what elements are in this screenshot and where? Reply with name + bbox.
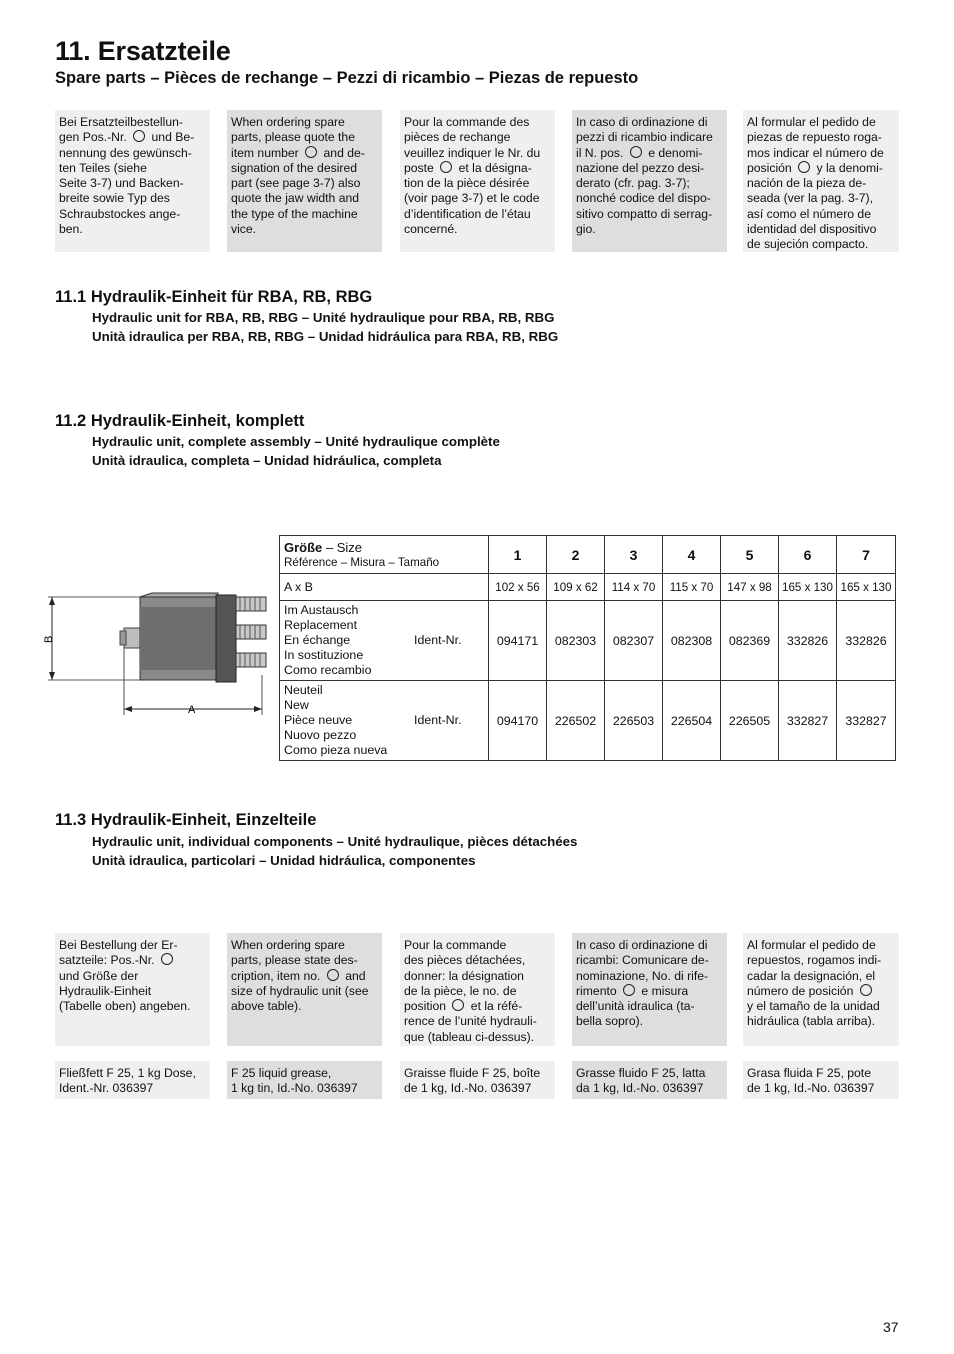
section-3-heading [55, 811, 316, 830]
new-ident-cell: 226502 [547, 681, 605, 761]
table-row-new [280, 681, 896, 761]
position-circle-icon [798, 161, 810, 173]
intro-text-en-a: When ordering spare parts, please quote the item number [231, 115, 355, 160]
exchange-ident-label: Ident-Nr. [414, 633, 462, 647]
page-number: 37 [883, 1319, 899, 1335]
intro-text-it-b: e denomi- nazione del pezzo desi- derato (cfr. pag. 3-7); nonché codice del dispo- sitivo compatto di serrag- gio. [576, 145, 713, 237]
position-circle-icon [623, 984, 635, 996]
size-cell: 1 [489, 536, 547, 574]
section-1-title: Hydraulik-Einheit für RBA, RB, RBG [90, 288, 373, 306]
axb-cell: 165 x 130 [837, 574, 896, 601]
section-1-number: 11.1 [55, 288, 87, 306]
intro-box-it [572, 110, 727, 252]
position-circle-icon [860, 984, 872, 996]
dimension-a-label: A [188, 704, 196, 716]
exchange-ident-cell: 082307 [605, 601, 663, 681]
position-circle-icon [327, 969, 339, 981]
page-title: 11. Ersatzteile [55, 36, 231, 66]
exchange-ident-cell: 332826 [837, 601, 896, 681]
order-text-de-a: Bei Bestellung der Er- satzteile: Pos.-Nr. [59, 938, 178, 968]
new-ident-cell: 332827 [779, 681, 837, 761]
section-1-heading [55, 288, 372, 307]
order-box-de [55, 933, 210, 1046]
axb-cell: 102 x 56 [489, 574, 547, 601]
section-2-subtitle-1: Hydraulic unit, complete assembly – Unité hydraulique complète [92, 434, 500, 449]
section-2-number: 11.2 [55, 412, 87, 430]
new-line: Nuovo pezzo [284, 728, 357, 742]
position-circle-icon [630, 146, 642, 158]
order-text-fr-a: Pour la commande des pièces détachées, donner: la désignation de la pièce, le no. de position [404, 938, 526, 1014]
order-text-fr-b: et la réfé- rence de l’unité hydrauli- que (tableau ci-dessus). [404, 999, 537, 1044]
new-ident-cell: 332827 [837, 681, 896, 761]
size-cell: 4 [663, 536, 721, 574]
new-line: Como pieza nueva [284, 743, 388, 757]
grease-box-en: F 25 liquid grease, 1 kg tin, Id.-No. 036397 [227, 1061, 382, 1099]
position-circle-icon [161, 953, 173, 965]
axb-cell: 147 x 98 [721, 574, 779, 601]
exchange-ident-cell: 082369 [721, 601, 779, 681]
section-2-subtitle-2: Unità idraulica, completa – Unidad hidráulica, completa [92, 453, 442, 468]
exchange-ident-cell: 332826 [779, 601, 837, 681]
order-text-it-a: In caso di ordinazione di ricambi: Comunicare de- nominazione, No. di rife- rimento [576, 938, 709, 998]
axb-cell: 165 x 130 [779, 574, 837, 601]
section-3-subtitle-2: Unità idraulica, particolari – Unidad hidráulica, componentes [92, 853, 476, 868]
intro-text-es-a: Al formular el pedido de piezas de repuesto roga- mos indicar el número de posición [747, 115, 884, 175]
intro-box-es [743, 110, 899, 252]
exchange-line-text: En échange [284, 633, 351, 647]
grease-box-fr: Graisse fluide F 25, boîte de 1 kg, Id.-No. 036397 [400, 1061, 555, 1099]
order-text-es-b: y el tamaño de la unidad hidráulica (tabla arriba). [747, 999, 880, 1029]
intro-text-it-a: In caso di ordinazione di pezzi di ricambio indicare il N. pos. [576, 115, 713, 160]
position-circle-icon [452, 999, 464, 1011]
size-label-line2: Référence – Misura – Tamaño [284, 555, 440, 569]
new-ident-cell: 226504 [663, 681, 721, 761]
position-circle-icon [440, 161, 452, 173]
exchange-ident-cell: 082308 [663, 601, 721, 681]
section-3-subtitle-1: Hydraulic unit, individual components – Unité hydraulique, pièces détachées [92, 834, 578, 849]
hydraulic-unit-table [279, 535, 896, 761]
size-cell: 7 [837, 536, 896, 574]
axb-cell: 114 x 70 [605, 574, 663, 601]
intro-text-de-b: und Be- nennung des gewünsch- ten Teiles (siehe Seite 3-7) und Backen- breite sowie Typ des Schraubstockes ange- ben. [59, 130, 195, 237]
section-1-subtitle-2: Unità idraulica per RBA, RB, RBG – Unidad hidráulica para RBA, RB, RBG [92, 329, 559, 344]
new-line: Neuteil [284, 683, 323, 697]
order-text-es-a: Al formular el pedido de repuestos, rogamos indi- cadar la designación, el número de posición [747, 938, 882, 998]
axb-cell: 115 x 70 [663, 574, 721, 601]
intro-box-de [55, 110, 210, 252]
order-text-en-a: When ordering spare parts, please state des- cription, item no. [231, 938, 358, 983]
size-cell: 3 [605, 536, 663, 574]
size-label-bold: Größe [284, 539, 323, 555]
section-1-subtitle-1: Hydraulic unit for RBA, RB, RBG – Unité hydraulique pour RBA, RB, RBG [92, 310, 555, 325]
axb-label: A x B [280, 574, 489, 601]
exchange-ident-cell: 082303 [547, 601, 605, 681]
size-cell: 2 [547, 536, 605, 574]
order-box-it [572, 933, 727, 1046]
size-header-cell [280, 536, 489, 574]
intro-text-fr-b: et la désigna- tion de la pièce désirée (voir page 3-7) et le code d’identification de l’étau concerné. [404, 160, 540, 237]
position-circle-icon [305, 146, 317, 158]
section-2-heading [55, 412, 304, 431]
exchange-line: In sostituzione [284, 648, 364, 662]
grease-box-es: Grasa fluida F 25, pote de 1 kg, Id.-No. 036397 [743, 1061, 899, 1099]
order-box-es [743, 933, 899, 1046]
new-line [284, 713, 484, 728]
size-cell: 6 [779, 536, 837, 574]
intro-box-fr [400, 110, 555, 252]
new-line-text: Pièce neuve [284, 713, 353, 727]
order-text-it-b: e misura dell’unità idraulica (ta- bella sopro). [576, 983, 695, 1029]
exchange-line: Replacement [284, 618, 358, 632]
table-row-exchange [280, 601, 896, 681]
intro-text-en-b: and de- signation of the desired part (see page 3-7) also quote the jaw width and the type of the machine vice. [231, 145, 365, 237]
exchange-line: Im Austausch [284, 603, 359, 617]
table-header-row [280, 536, 896, 574]
size-label-rest: – Size [322, 539, 363, 555]
order-box-en [227, 933, 382, 1046]
section-2-title: Hydraulik-Einheit, komplett [90, 412, 305, 430]
position-circle-icon [133, 130, 145, 142]
exchange-label-cell [280, 601, 489, 681]
grease-box-de: Fließfett F 25, 1 kg Dose, Ident.-Nr. 036397 [55, 1061, 210, 1099]
new-line: New [284, 698, 309, 712]
size-cell: 5 [721, 536, 779, 574]
new-ident-cell: 226505 [721, 681, 779, 761]
table-row-axb [280, 574, 896, 601]
order-text-de-b: und Größe der Hydraulik-Einheit (Tabelle oben) angeben. [59, 968, 191, 1014]
hydraulic-unit-drawing [40, 585, 275, 720]
section-3-title: Hydraulik-Einheit, Einzelteile [90, 811, 317, 829]
new-ident-cell: 226503 [605, 681, 663, 761]
exchange-line: Como recambio [284, 663, 372, 677]
grease-box-it: Grasse fluido F 25, latta da 1 kg, Id.-No. 036397 [572, 1061, 727, 1099]
exchange-ident-cell: 094171 [489, 601, 547, 681]
intro-text-es-b: y la denomi- nación de la pieza de- seada (ver la pag. 3-7), así como el número de identidad del dispositivo de sujeción compacto. [747, 160, 883, 252]
intro-box-en [227, 110, 382, 252]
intro-text-de-a: Bei Ersatzteilbestellun- gen Pos.-Nr. [59, 115, 183, 145]
page-subtitle: Spare parts – Pièces de rechange – Pezzi di ricambio – Piezas de repuesto [55, 69, 639, 87]
dimension-b-label: B [43, 635, 55, 643]
new-label-cell [280, 681, 489, 761]
axb-cell: 109 x 62 [547, 574, 605, 601]
order-text-en-b: and size of hydraulic unit (see above table). [231, 968, 369, 1014]
intro-text-fr-a: Pour la commande des pièces de rechange veuillez indiquer le Nr. du poste [404, 115, 541, 175]
new-ident-label: Ident-Nr. [414, 713, 462, 727]
section-3-number: 11.3 [55, 811, 87, 829]
new-ident-cell: 094170 [489, 681, 547, 761]
order-box-fr [400, 933, 555, 1046]
exchange-line [284, 633, 484, 648]
